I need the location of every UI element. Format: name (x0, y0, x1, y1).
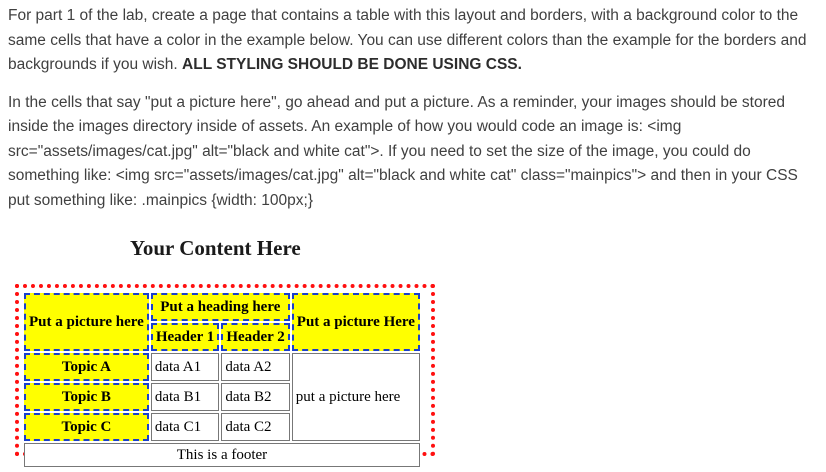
example-heading: Your Content Here (130, 236, 301, 260)
instructions (8, 4, 808, 213)
instructions-paragraph-1 (8, 4, 808, 78)
instructions-text: For part 1 of the lab, create a page that contains a table with this layout and borders, with a background color to the same cells that have a color in the example below. You can use different colors than the example for the borders and backgrounds if you wish. (8, 7, 807, 73)
example-table-frame (15, 284, 435, 463)
topic-b-cell: Topic B (24, 383, 149, 411)
header-2-cell: Header 2 (221, 323, 289, 351)
footer-cell: This is a footer (24, 443, 420, 467)
header-1-cell: Header 1 (151, 323, 219, 351)
data-c2-cell: data C2 (221, 413, 289, 441)
heading-cell: Put a heading here (151, 293, 290, 321)
data-b2-cell: data B2 (221, 383, 289, 411)
data-a2-cell: data A2 (221, 353, 289, 381)
picture-cell-body: put a picture here (292, 353, 420, 441)
topic-c-cell: Topic C (24, 413, 149, 441)
topic-a-cell: Topic A (24, 353, 149, 381)
data-b1-cell: data B1 (151, 383, 219, 411)
example-table (22, 291, 422, 469)
picture-cell-left: Put a picture here (24, 293, 149, 351)
instructions-paragraph-2: In the cells that say "put a picture here", go ahead and put a picture. As a reminder, your images should be stored inside the images directory inside of assets. An example of how you would code an image is: <img src="assets/images/cat.jpg" alt="black and white cat">. If you need to set the size of the image, you could do something like: <img src="assets/images/cat.jpg" alt="black and white cat" class="mainpics"> and then in your CSS put something like: .mainpics {width: 100px;} (8, 93, 798, 209)
data-c1-cell: data C1 (151, 413, 219, 441)
picture-cell-right: Put a picture Here (292, 293, 420, 351)
data-a1-cell: data A1 (151, 353, 219, 381)
css-requirement: ALL STYLING SHOULD BE DONE USING CSS. (182, 56, 522, 73)
